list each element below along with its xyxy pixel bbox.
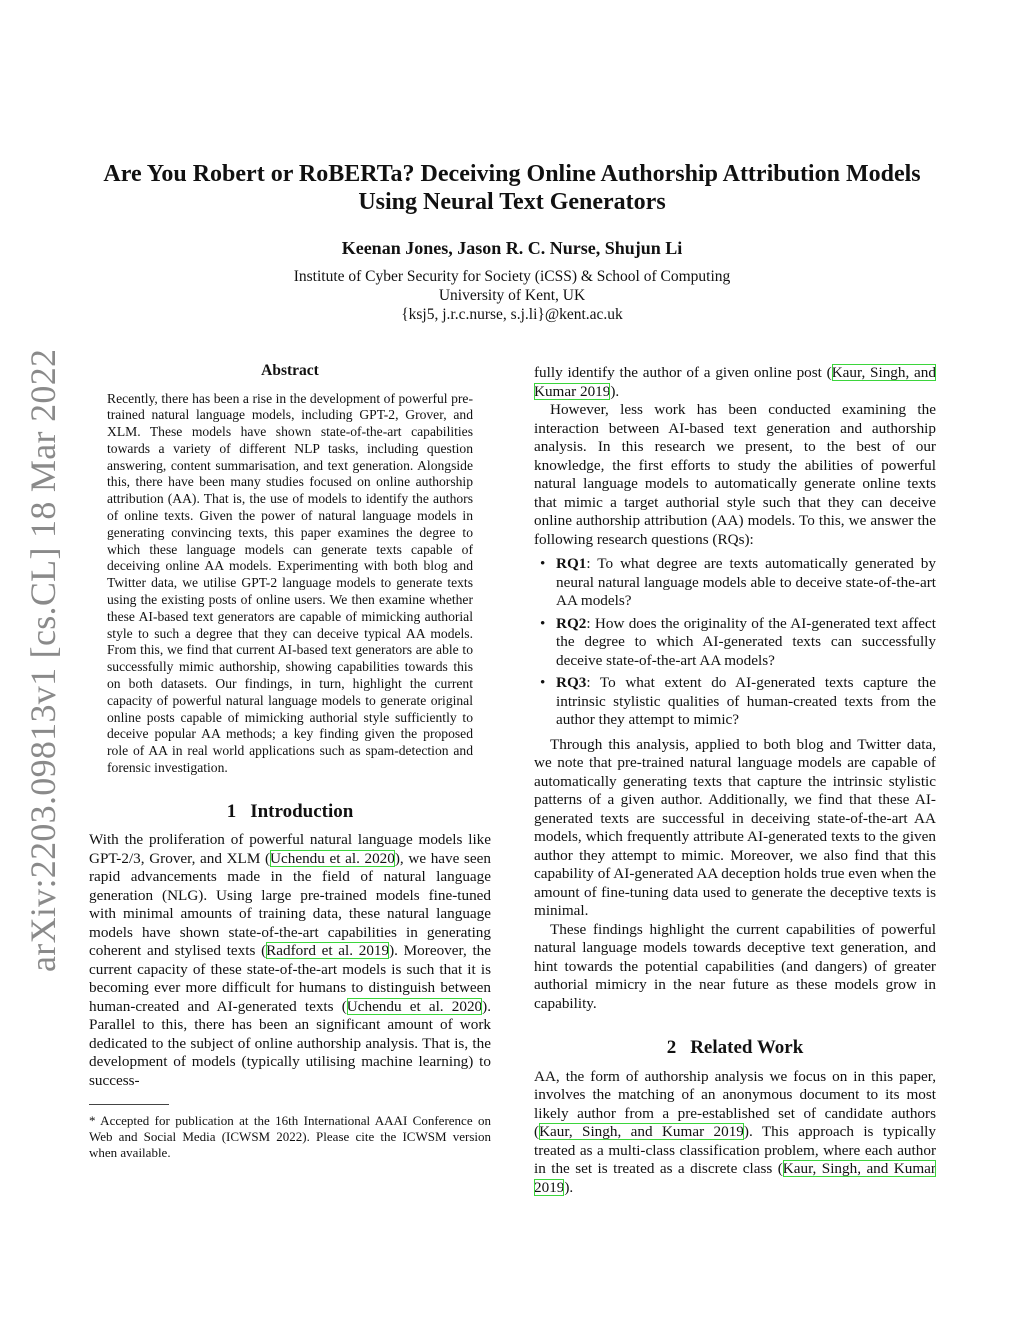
implications-paragraph: These findings highlight the current capabilities of powerful natural language models towards deceptive text generation, and hint towards the potential capabilities (and dangers) of greater authorial mimicry in the near future as these models grow in capability. bbox=[534, 920, 936, 1012]
citation-link[interactable]: Kaur, Singh, and Kumar 2019 bbox=[534, 364, 936, 400]
left-column bbox=[89, 362, 491, 1161]
citation-link[interactable]: Uchendu et al. 2020 bbox=[270, 849, 395, 867]
title-line-2: Using Neural Text Generators bbox=[358, 189, 666, 215]
citation-link[interactable]: Kaur, Singh, and Kumar 2019 bbox=[534, 1160, 936, 1196]
section-heading-introduction bbox=[89, 800, 491, 822]
intro-text-c: ). Moreover, the current capacity of these state-of-the-art models is such that it is becoming ever more difficult for humans to distinguish between human-created and AI-generated texts ( bbox=[89, 942, 492, 1015]
continued-text-a: fully identify the author of a given online post ( bbox=[534, 364, 832, 381]
rq-text: : How does the originality of the AI-generated text affect the degree to which AI-generated texts can successfully deceive state-of-the-art AA models? bbox=[556, 614, 936, 669]
rq-label: RQ3 bbox=[556, 674, 587, 691]
citation-link[interactable]: Uchendu et al. 2020 bbox=[346, 997, 483, 1015]
affiliation-line-2: University of Kent, UK bbox=[438, 287, 586, 304]
citation-link[interactable]: Radford et al. 2019 bbox=[266, 942, 390, 960]
rq-text: : To what extent do AI-generated texts capture the intrinsic stylistic qualities of human-created texts from the author they attempt to mimic? bbox=[556, 674, 936, 728]
intro-paragraph bbox=[89, 831, 491, 1090]
findings-paragraph: Through this analysis, applied to both blog and Twitter data, we note that pre-trained natural language models are capable of automatically generating texts that capture the intrinsic stylistic patterns of a given author. Additionally, we find that these AI-generated texts are successful in deceiving state-of-the-art AA models, which frequently attribute AI-generated texts to the given author they attempt to mimic. Moreover, we also find that this capability of AI-generated AA deception holds true even when the amount of fine-tuning data used to generate the deceptive texts is minimal. bbox=[534, 735, 936, 919]
rq-text: : To what degree are texts automatically generated by neural natural language models able to deceive state-of-the-art AA models? bbox=[556, 555, 936, 609]
list-item bbox=[556, 555, 936, 611]
affiliation bbox=[90, 267, 934, 324]
footnote: * Accepted for publication at the 16th International AAAI Conference on Web and Social Media (ICWSM 2022). Please cite the ICWSM version when available. bbox=[89, 1113, 491, 1161]
list-item bbox=[556, 615, 936, 671]
affiliation-line-1: Institute of Cyber Security for Society (iCSS) & School of Computing bbox=[293, 268, 731, 285]
related-text-a: AA, the form of authorship analysis we focus on in this paper, involves the matching of an anonymous document to its most likely author from a pre-established set of candidate authors ( bbox=[534, 1067, 936, 1140]
intro-text-b: ), we have seen rapid advancements made in the field of natural language generation (NLG). Using large pre-trained models fine-tuned with minimal amounts of training data, these natural language models have shown state-of-the-art capabilities in generating coherent and stylised texts ( bbox=[89, 849, 492, 960]
continued-text-b: ). bbox=[610, 382, 620, 400]
citation-link[interactable]: Kaur, Singh, and Kumar 2019 bbox=[539, 1123, 744, 1140]
footnote-divider bbox=[89, 1104, 169, 1105]
intro-continued-paragraph bbox=[534, 364, 936, 401]
research-paragraph: However, less work has been conducted examining the interaction between AI-based text generation and authorship analysis. In this research we present, to the best of our knowledge, the first efforts to study the abilities of powerful natural language models to automatically generate online texts that mimic a target authorial style such that they can deceive online authorship attribution (AA) models. To this, we answer the following research questions (RQs): bbox=[534, 401, 936, 548]
list-item bbox=[556, 674, 936, 730]
abstract-text: Recently, there has been a rise in the development of powerful pre-trained natural language models, including GPT-2, Grover, and XLM. These models have shown state-of-the-art capabilities towards a variety of different NLP tasks, including question answering, content summarisation, and text generation. Alongside this, there have been many studies focused on online authorship attribution (AA). That is, the use of models to identify the authors of online texts. Given the power of natural language models in generating convincing texts, this paper examines the degree to which these language models can generate texts capable of deceiving online AA models. Experimenting with both blog and Twitter data, we utilise GPT-2 language models to generate texts using the existing posts of online users. We then examine whether these AI-based text generators are capable of mimicking authorial style to such a degree that they can deceive typical AA models. From this, we find that current AI-based text generators are able to successfully mimic authorship, showing capabilities towards this on both datasets. Our findings, in turn, highlight the current capacity of powerful natural language models to generate original online posts capable of mimicking authorial style sufficiently to deceive popular AA methods; a key finding given the proposed role of AA in real world applications such as spam-detection and forensic investigation. bbox=[107, 390, 473, 776]
title-line-1: Are You Robert or RoBERTa? Deceiving Online Authorship Attribution Models bbox=[103, 161, 921, 187]
right-column bbox=[534, 364, 936, 1197]
section-title: Related Work bbox=[690, 1037, 804, 1058]
related-text-b: ). This approach is typically treated as a multi-class classification problem, where each author in the set is treated as a discrete class ( bbox=[534, 1123, 936, 1177]
rq-label: RQ1 bbox=[556, 555, 587, 572]
related-text-c: ). bbox=[564, 1178, 574, 1196]
affiliation-emails: {ksj5, j.r.c.nurse, s.j.li}@kent.ac.uk bbox=[401, 306, 623, 323]
rq-label: RQ2 bbox=[556, 614, 587, 632]
paper-header bbox=[90, 160, 934, 324]
arxiv-identifier-stamp: arXiv:2203.09813v1 [cs.CL] 18 Mar 2022 bbox=[23, 348, 63, 972]
intro-text-a: With the proliferation of powerful natural language models like GPT-2/3, Grover, and XLM ( bbox=[89, 831, 491, 867]
section-number: 1 bbox=[226, 800, 237, 822]
section-heading-related-work bbox=[534, 1039, 936, 1058]
section-title: Introduction bbox=[250, 800, 354, 822]
related-work-paragraph bbox=[534, 1068, 936, 1198]
section-number: 2 bbox=[666, 1037, 677, 1058]
author-list: Keenan Jones, Jason R. C. Nurse, Shujun Li bbox=[341, 238, 683, 258]
intro-text-d: ). Parallel to this, there has been an significant amount of work dedicated to the subject of online authorship analysis. That is, the development of models (typically utilising machine learning) to success- bbox=[89, 997, 491, 1089]
abstract-heading: Abstract bbox=[261, 362, 319, 379]
paper-title bbox=[90, 160, 934, 216]
research-questions-list bbox=[534, 555, 936, 730]
